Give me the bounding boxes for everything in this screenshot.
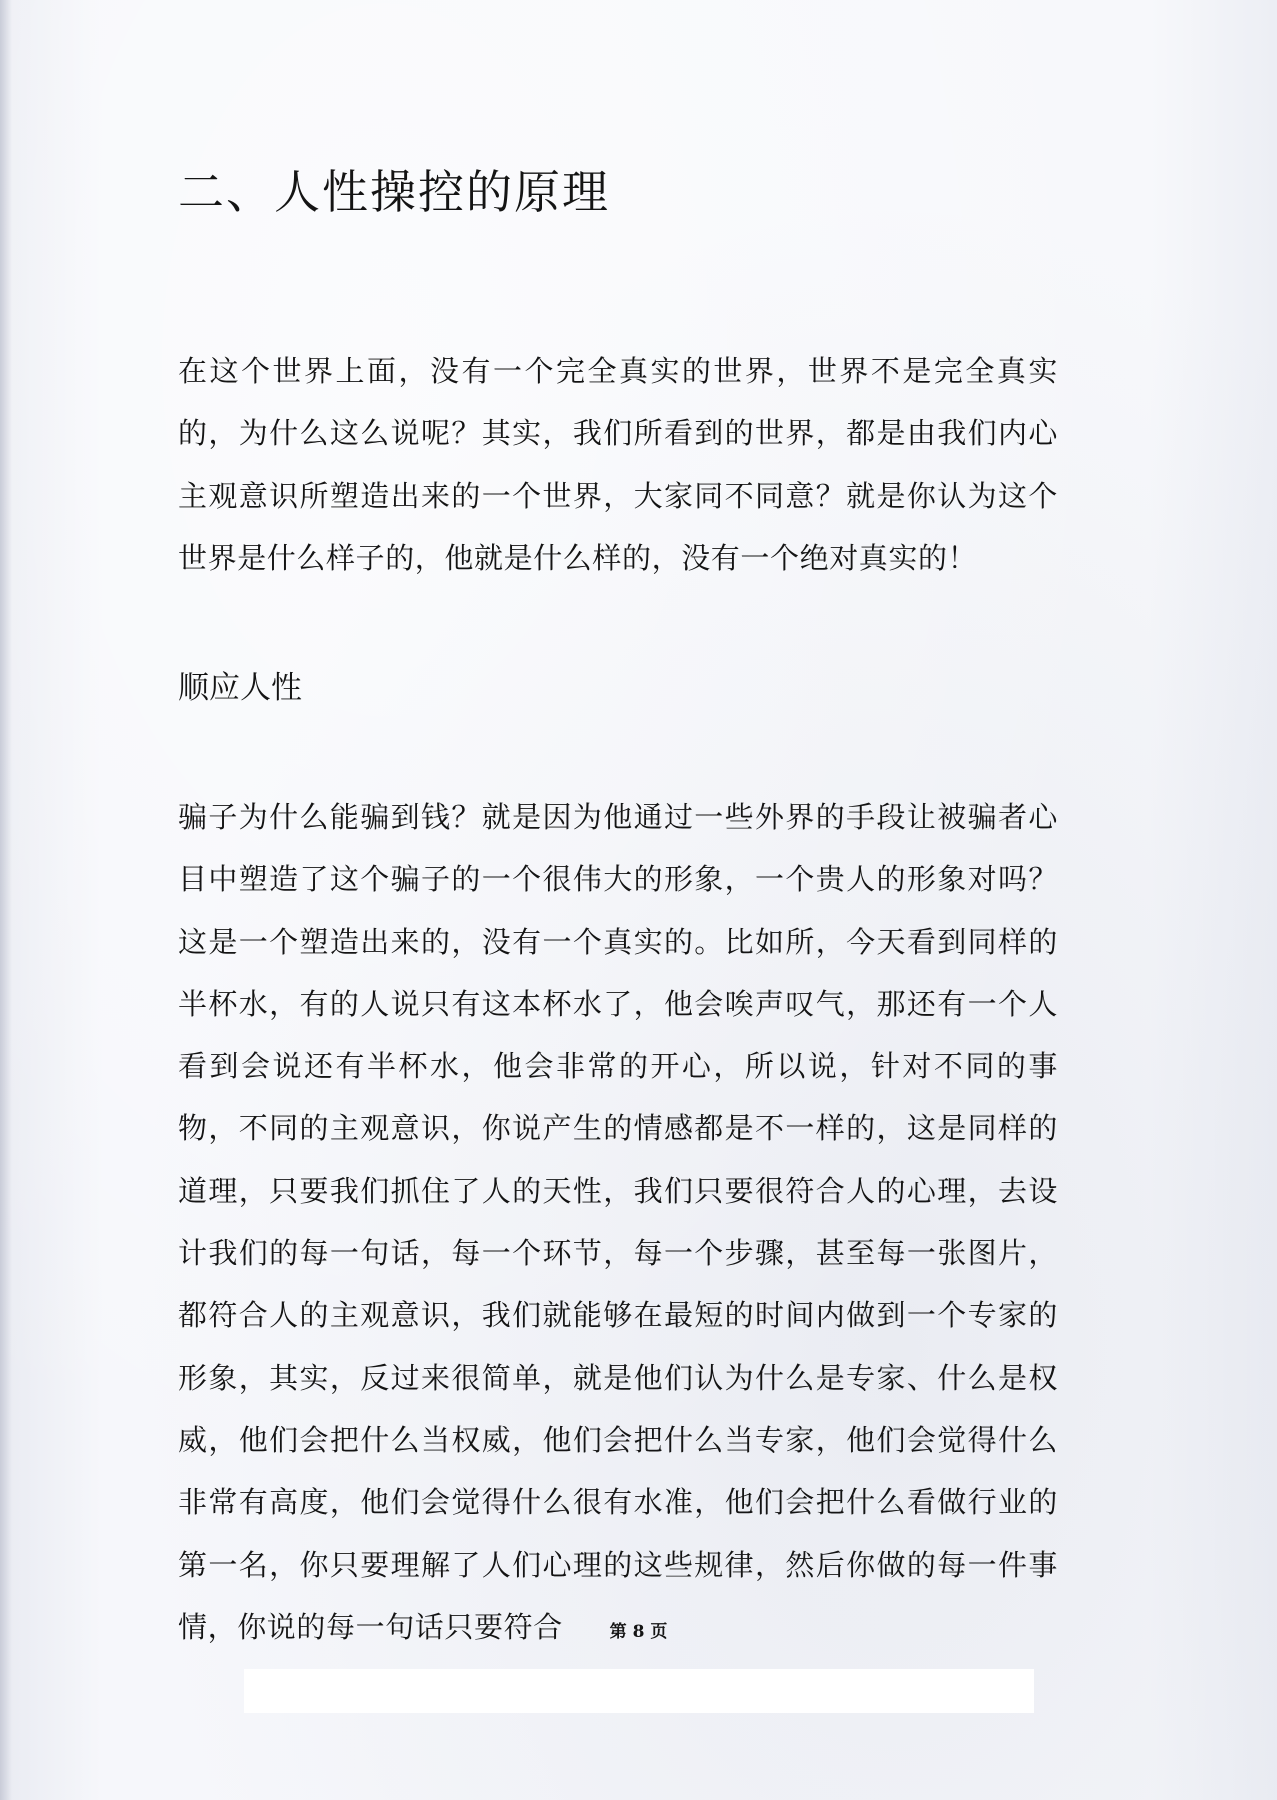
body-paragraph-1: 在这个世界上面，没有一个完全真实的世界，世界不是完全真实的，为什么这么说呢？其实，我们所看到的世界，都是由我们内心主观意识所塑造出来的一个世界，大家同不同意？就是你认为这个世界是什么样子的，他就是什么样的，没有一个绝对真实的！ (178, 354, 1058, 575)
page-number: 第 8 页 (609, 1622, 668, 1642)
subsection-heading: 顺应人性 (178, 670, 302, 706)
scan-edge-shadow (0, 0, 12, 1800)
redaction-bar (244, 1669, 1034, 1713)
body-paragraph-2: 骗子为什么能骗到钱？就是因为他通过一些外界的手段让被骗者心目中塑造了这个骗子的一个很伟大的形象，一个贵人的形象对吗？这是一个塑造出来的，没有一个真实的。比如所，今天看到同样的半杯水，有的人说只有这本杯水了，他会唉声叹气，那还有一个人看到会说还有半杯水，他会非常的开心，所以说，针对不同的事物，不同的主观意识，你说产生的情感都是不一样的，这是同样的道理，只要我们抓住了人的天性，我们只要很符合人的心理，去设计我们的每一句话，每一个环节，每一个步骤，甚至每一张图片，都符合人的主观意识，我们就能够在最短的时间内做到一个专家的形象，其实，反过来很简单，就是他们认为什么是专家、什么是权威，他们会把什么当权威，他们会把什么当专家，他们会觉得什么非常有高度，他们会觉得什么很有水准，他们会把什么看做行业的第一名，你只要理解了人们心理的这些规律，然后你做的每一件事情，你说的每一句话只要符合 (178, 800, 1058, 1644)
section-heading: 二、人性操控的原理 (178, 165, 610, 219)
